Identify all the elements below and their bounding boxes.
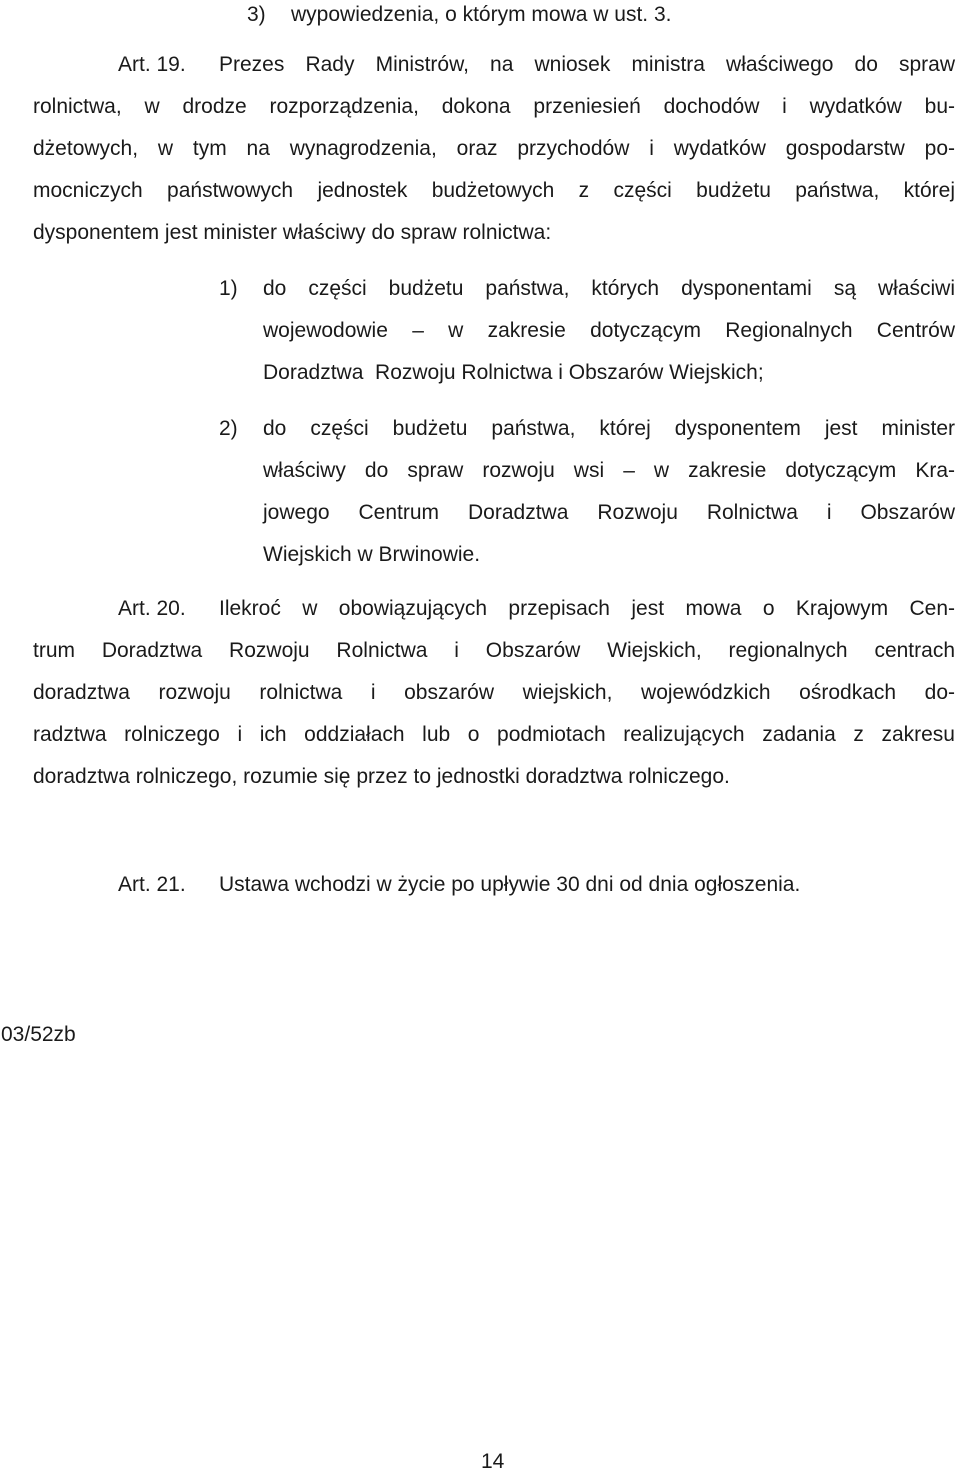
article-label: Art. 21. [118,873,186,896]
paragraph-line: Ilekroć w obowiązujących przepisach jest mowa o Krajowym Cen- [219,597,955,620]
list-item-line: wojewodowie – w zakresie dotyczącym Regionalnych Centrów [263,319,955,342]
paragraph-line: doradztwa rolniczego, rozumie się przez to jednostki doradztwa rolniczego. [33,765,730,788]
paragraph-line: Prezes Rady Ministrów, na wniosek ministra właściwego do spraw [219,53,955,76]
article-label: Art. 19. [118,53,186,76]
paragraph-line: Ustawa wchodzi w życie po upływie 30 dni od dnia ogłoszenia. [219,873,801,896]
article-label: Art. 20. [118,597,186,620]
paragraph-line: mocniczych państwowych jednostek budżetowych z części budżetu państwa, której [33,179,955,202]
list-item-line: do części budżetu państwa, której dysponentem jest minister [263,417,955,440]
list-item-line: właściwy do spraw rozwoju wsi – w zakresie dotyczącym Kra- [263,459,955,482]
paragraph-line: rolnictwa, w drodze rozporządzenia, dokona przeniesień dochodów i wydatków bu- [33,95,955,118]
list-item-line: jowego Centrum Doradztwa Rozwoju Rolnictwa i Obszarów [263,501,955,524]
paragraph-line: radztwa rolniczego i ich oddziałach lub o podmiotach realizujących zadania z zakresu [33,723,955,746]
list-number: 3) [247,3,266,26]
paragraph-line: dżetowych, w tym na wynagrodzenia, oraz przychodów i wydatków gospodarstw po- [33,137,955,160]
paragraph-line: dysponentem jest minister właściwy do spraw rolnictwa: [33,221,552,244]
paragraph-line: trum Doradztwa Rozwoju Rolnictwa i Obszarów Wiejskich, regionalnych centrach [33,639,955,662]
document-code: 03/52zb [1,1023,76,1046]
list-item-text: wypowiedzenia, o którym mowa w ust. 3. [291,3,672,26]
list-item-line: Doradztwa Rozwoju Rolnictwa i Obszarów Wiejskich; [263,361,764,384]
list-item-line: Wiejskich w Brwinowie. [263,543,481,566]
list-number: 2) [219,417,238,440]
list-number: 1) [219,277,238,300]
list-item-line: do części budżetu państwa, których dysponentami są właściwi [263,277,955,300]
paragraph-line: doradztwa rozwoju rolnictwa i obszarów wiejskich, wojewódzkich ośrodkach do- [33,681,955,704]
page-number: 14 [481,1450,505,1473]
